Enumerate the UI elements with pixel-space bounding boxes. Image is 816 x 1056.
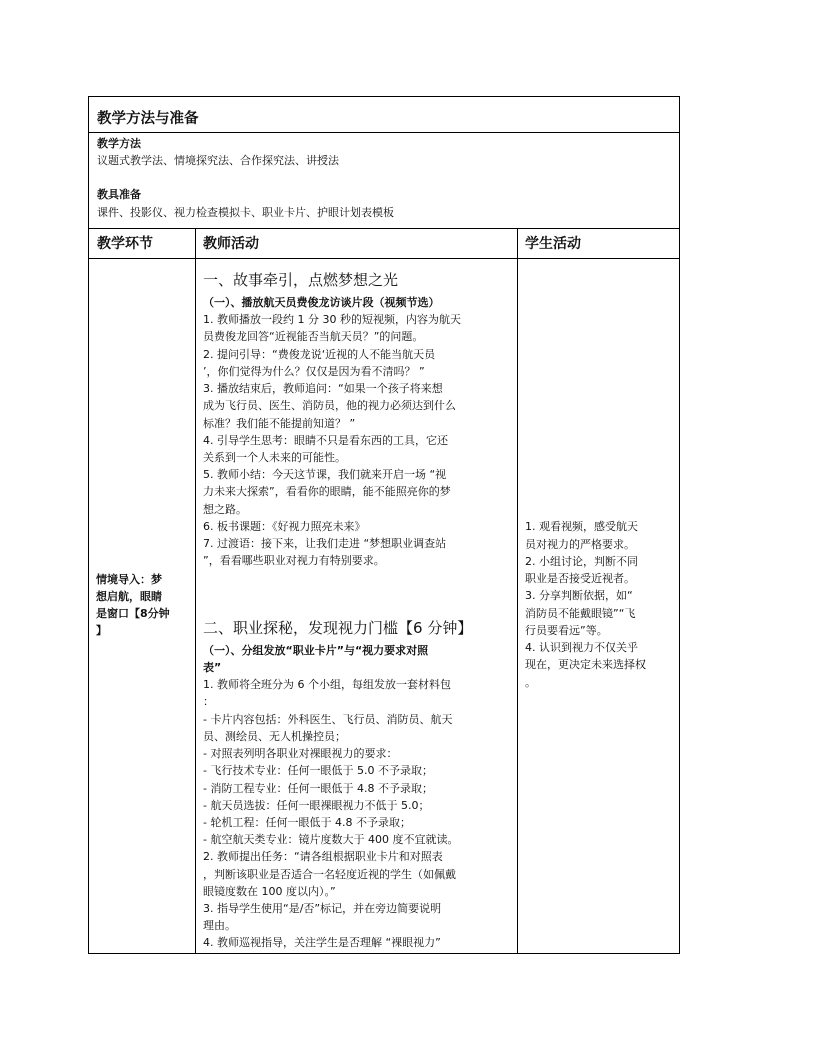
column-divider-1 [195,228,196,954]
part2-line: - 轮机工程：任何一眼低于 4.8 不予录取； [203,816,411,829]
part1-title: 一、故事牵引，点燃梦想之光 [203,271,399,289]
student-line: 1. 观看视频，感受航天 [525,520,638,533]
header-row-divider-bottom [89,258,679,259]
stage-line: 情境导入：梦 [96,573,162,586]
part1-line: 7. 过渡语：接下来，让我们走进 “梦想职业调查站 [203,537,447,550]
header-row-divider-top [89,228,679,229]
lesson-table [88,96,680,954]
stage-line: 是窗口【8分钟 [96,607,170,620]
stage-line: 想启航，眼睛 [96,590,162,603]
part1-line: 5. 教师小结：今天这节课，我们就来开启一场 “视 [203,468,447,481]
tools-label: 教具准备 [97,188,141,201]
part1-line: 6. 板书课题：《好视力照亮未来》 [203,520,366,533]
stage-line: 】 [96,624,107,637]
section-title: 教学方法与准备 [97,111,199,127]
student-line: 4. 认识到视力不仅关乎 [525,641,638,654]
part2-line: 员、测绘员、无人机操控员； [203,730,346,743]
part1-line: 4. 引导学生思考：眼睛不只是看东西的工具，它还 [203,434,448,447]
part1-line: 成为飞行员、医生、消防员，他的视力必须达到什么 [203,399,456,412]
header-student: 学生活动 [525,236,581,252]
part2-line: 4. 教师巡视指导，关注学生是否理解 “裸眼视力” [203,936,441,949]
part2-line: 1. 教师将全班分为 6 个小组，每组发放一套材料包 [203,678,451,691]
part1-line: 2. 提问引导：“费俊龙说‘近视的人不能当航天员 [203,348,436,361]
part2-subtitle-line: 表” [203,661,222,674]
part1-line: 1. 教师播放一段约 1 分 30 秒的短视频，内容为航天 [203,313,461,326]
part2-line: 眼镜度数在 100 度以内）。” [203,885,336,898]
part2-line: - 消防工程专业：任何一眼低于 4.8 不予录取； [203,782,433,795]
header-stage: 教学环节 [97,236,153,252]
student-line: 员对视力的严格要求。 [525,538,635,551]
part2-line: 2. 教师提出任务：“请各组根据职业卡片和对照表 [203,850,443,863]
part2-line: - 对照表列明各职业对裸眼视力的要求： [203,747,398,760]
part1-line: 员费俊龙回答“近视能否当航天员？”的问题。 [203,330,424,343]
student-line: 3. 分享判断依据，如“ [525,589,633,602]
part2-title: 二、职业探秘，发现视力门槛【6 分钟】 [203,619,473,637]
student-line: 现在，更决定未来选择权 [525,658,646,671]
tools-text: 课件、投影仪、视力检查模拟卡、职业卡片、护眼计划表模板 [97,206,394,219]
part2-line: - 卡片内容包括：外科医生、飞行员、消防员、航天 [203,713,453,726]
part1-line: 标准？我们能不能提前知道？ ” [203,417,356,430]
part2-line: 3. 指导学生使用“是/否”标记，并在旁边简要说明 [203,902,442,915]
student-line: 消防员不能戴眼镜”“飞 [525,607,636,620]
part1-subtitle: （一）、播放航天员费俊龙访谈片段（视频节选） [203,296,440,309]
part1-line: 关系到一个人未来的可能性。 [203,451,346,464]
part2-line: - 航空航天类专业：镜片度数大于 400 度不宜就读。 [203,833,459,846]
part1-line: 3. 播放结束后，教师追问：“如果一个孩子将来想 [203,382,443,395]
methods-label: 教学方法 [97,137,141,150]
title-row-divider [89,132,679,133]
part1-line: ’，你们觉得为什么？仅仅是因为看不清吗？ ” [203,365,425,378]
part2-subtitle-line: （一）、分组发放“职业卡片”与“视力要求对照 [203,644,429,657]
part1-line: 力未来大探索”，看看你的眼睛，能不能照亮你的梦 [203,485,451,498]
part2-line: 理由。 [203,919,236,932]
part2-line: - 飞行技术专业：任何一眼低于 5.0 不予录取； [203,764,433,777]
part1-line: 想之路。 [203,503,247,516]
part2-line: - 航天员选拔：任何一眼裸眼视力不低于 5.0； [203,799,430,812]
part2-line: ： [203,695,214,708]
part1-line: ”，看看哪些职业对视力有特别要求。 [203,554,385,567]
student-line: 2. 小组讨论，判断不同 [525,555,638,568]
column-divider-2 [517,228,518,954]
header-teacher: 教师活动 [203,236,259,252]
part2-line: ，判断该职业是否适合一名轻度近视的学生（如佩戴 [203,868,456,881]
student-line: 行员要看远”等。 [525,624,608,637]
student-line: 职业是否接受近视者。 [525,572,635,585]
methods-text: 议题式教学法、情境探究法、合作探究法、讲授法 [97,154,339,167]
student-line: 。 [525,676,536,689]
